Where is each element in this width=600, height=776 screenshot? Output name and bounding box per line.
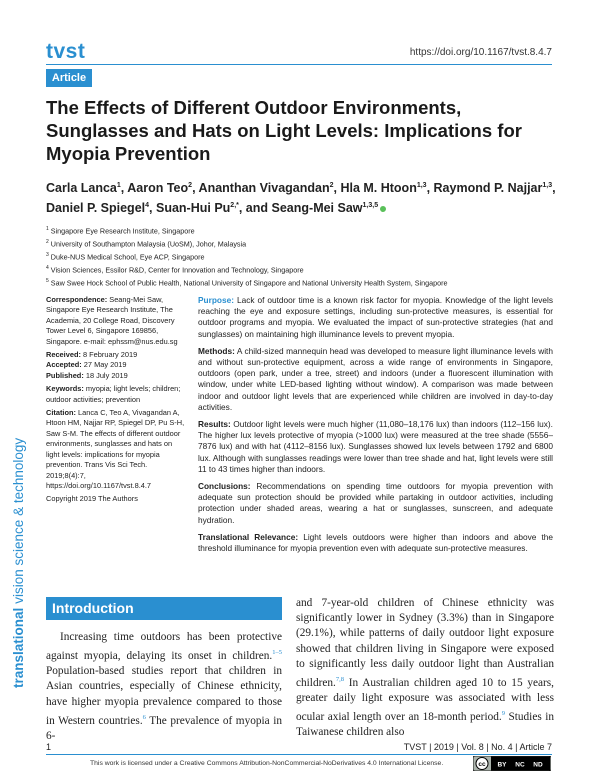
author-name[interactable]: Daniel P. Spiegel (46, 201, 146, 216)
author-name[interactable]: Hla M. Htoon (340, 181, 417, 196)
author-affil: 2,* (230, 202, 239, 210)
citation-ref[interactable]: 9 (501, 710, 505, 718)
journal-reference: TVST | 2019 | Vol. 8 | No. 4 | Article 7 (403, 742, 552, 752)
author-affil: 2 (188, 182, 193, 189)
keywords: Keywords: myopia; light levels; children; outdoor activities; prevention (46, 384, 181, 404)
author-list: Carla Lanca$^1$, Aaron Teo$^2$, Ananthan Vivagandan$^2$, Hla M. Htoon$^{1,3}$, Raymond P. Najjar$^{1,3}$, Daniel P. Spiegel$^4$, Suan-Hui $Pu^{2,*}$, and Seang-Mei Saw$^{1,3,5}$ (46, 181, 556, 216)
author-affil: 2 (329, 182, 334, 189)
svg-text:ND: ND (533, 761, 543, 769)
cc-license-icon[interactable] (473, 756, 551, 771)
author-affil: 1,3 (416, 182, 427, 189)
svg-text:cc: cc (478, 761, 486, 768)
license-text[interactable]: This work is licensed under a Creative Commons Attribution-NonCommercial-NoDerivatives 4.0 International License. (90, 760, 444, 767)
footer-rule (46, 754, 552, 755)
affiliation-item: $^4$ Vision Sciences, Essilor R&D, Center for Innovation and Technology, Singapore (46, 264, 304, 275)
abstract-relevance: Translational Relevance: Light levels outdoors were higher than indoors and above the threshold illuminance for myopia prevention even with adequate sun-protective measures. (198, 531, 553, 554)
affiliation-item: $^2$ University of Southampton Malaysia (UoSM), Johor, Malaysia (46, 238, 247, 249)
citation-ref[interactable]: 6 (142, 713, 146, 721)
journal-logo: tvst (46, 40, 86, 63)
journal-vertical-band (8, 310, 28, 690)
article-info-sidebar (46, 295, 186, 508)
svg-text:translationalvision science & (11, 438, 26, 688)
article-dates: Received: 8 February 2019 Accepted: 27 May 2019 Published: 18 July 2019 (46, 350, 138, 380)
author-name[interactable]: Aaron Teo (127, 181, 189, 196)
orcid-icon[interactable] (380, 206, 386, 212)
page-number: 1 (46, 742, 52, 752)
author-name[interactable]: Seang-Mei Saw (271, 201, 363, 216)
abstract-methods: Methods: A child-sized mannequin head was developed to measure light illuminance levels with and without sun-protective equipment, across a wide range of environments in Singapore, outdoors (open park, under a tree, street) and indoors (under a fluorescent illumination with window, under white LED-based lighting without window). A comparison was made between indoor and outdoor light levels that are experienced while children are involved in day-to-day activities. (198, 345, 553, 412)
author-affil: 1,3 (542, 182, 553, 189)
correspondence: Correspondence: Seang-Mei Saw, Singapore Eye Research Institute, The Academia, 20 College Road, Discovery Tower Level 6, Singapore 169856, Singapore. e-mail: ephssm@nus.edu.sg (46, 295, 178, 346)
author-affil: 1 (116, 182, 121, 189)
citation-ref[interactable]: 7,8 (335, 676, 344, 684)
abstract-purpose: Purpose: Lack of outdoor time is a known risk factor for myopia. Knowledge of the light levels reaching the eye and exposure settings, including sun-protective measures, is essential for outdoor programs and myopia. We evaluated the impact of sun-protective strategies (hat and sunglasses) on maintaining high illuminance levels to prevent myopia. (198, 295, 553, 339)
abstract-results: Results: Outdoor light levels were much higher (11,080–18,176 lux) than indoors (112–156 lux). The higher lux levels protective of myopia (>1000 lux) were measured at the tree shade (5556–7876 lux) and with hat (4112–8156 lux). Sunglasses showed lux levels between 1792 and 6800 lux. Although with sunglasses readings were lower than tree shade and hat, light levels were still 11 to 43 times higher than indoors. (198, 419, 553, 474)
band-word-translational: translational (11, 607, 26, 688)
svg-text:BY: BY (497, 761, 507, 769)
abstract (198, 295, 553, 560)
author-affil: 1,3,5 (362, 202, 379, 210)
affiliations (46, 224, 566, 289)
header-rule (46, 64, 552, 65)
article-title: The Effects of Different Outdoor Environments, Sunglasses and Hats on Light Levels: Implications for Myopia Prevention (46, 97, 522, 164)
affiliation-item: $^1$ Singapore Eye Research Institute, Singapore (46, 226, 195, 236)
author-name[interactable]: Carla Lanca (46, 181, 117, 196)
intro-column-2: and 7-year-old children of Chinese ethnicity was significantly lower in Sydney (3.3%) than in Singapore (29.1%), while patterns of daily outdoor light exposure showed that children living in Singapore were exposed to significantly less daily outdoor light than Australian children.$^{7,8}$ In Australian children aged 10 to 15 years, greater daily light exposure was associated with less ocular axial length over an 18-month period.$^9$ Studies in Taiwanese children also (296, 597, 555, 739)
affiliation-item: $^3$ Duke-NUS Medical School, Eye ACP, Singapore (46, 251, 205, 262)
article-type-badge: Article (46, 69, 92, 87)
author-name[interactable]: Suan-Hui Pu (155, 201, 231, 216)
author-name[interactable]: Raymond P. Najjar (433, 181, 543, 196)
author-affil: 4 (145, 202, 150, 210)
citation-ref[interactable]: 1–5 (272, 649, 282, 657)
intro-column-1: Increasing time outdoors has been protective against myopia, delaying its onset in children.$^{1-5}$ Population-based studies report that children in Asian countries, especially of Chinese ethnicity, have higher myopia prevalence compared to those in Western countries.$^6$ The prevalence of myopia in 6- (46, 631, 283, 742)
author-name[interactable]: Ananthan Vivagandan (198, 181, 330, 196)
citation: Citation: Lanca C, Teo A, Vivagandan A, Htoon HM, Najjar RP, Spiegel DP, Pu S-H, Saw S-M. The effects of different outdoor environments, sunglasses and hats on light levels: implications for myopia prevention. Trans Vis Sci Tech. 2019;8(4):7, https://doi.org/10.1167/tvst.8.4.7 (46, 408, 185, 490)
band-word-vst: vision science & technology (11, 437, 26, 604)
abstract-conclusions: Conclusions: Recommendations on spending time outdoors for myopia prevention with adequate sun protection should be provided while partaking in outdoor activities, including protection under shaded areas, wearing a hat or sunglasses, sunscreen, and adequate hydration. (198, 481, 553, 525)
svg-text:NC: NC (515, 761, 525, 769)
copyright: Copyright 2019 The Authors (46, 494, 138, 504)
doi-link[interactable]: https://doi.org/10.1167/tvst.8.4.7 (409, 47, 552, 58)
affiliation-item: $^5$ Saw Swee Hock School of Public Health, National University of Singapore and National University Health System, Singapore (46, 277, 448, 288)
section-heading-introduction: Introduction (46, 597, 282, 620)
